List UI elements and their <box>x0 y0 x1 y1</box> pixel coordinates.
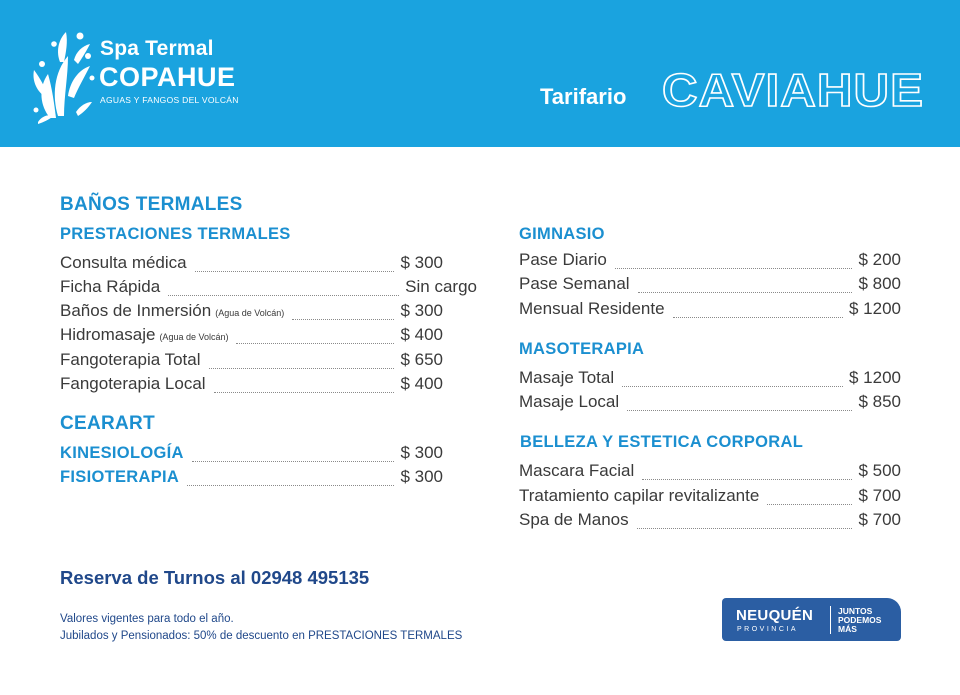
service-name: Fangoterapia Local <box>60 374 206 393</box>
price-row <box>519 486 901 510</box>
price-row <box>519 250 901 274</box>
header-banner <box>0 0 960 147</box>
leader-dots <box>187 485 394 486</box>
neuquen-name: NEUQUÉN <box>736 607 814 624</box>
service-name: Mascara Facial <box>519 461 635 480</box>
price-row <box>519 392 901 416</box>
service-name: Baños de Inmersión <box>60 301 212 320</box>
leader-dots <box>214 392 395 393</box>
service-name: Ficha Rápida <box>60 277 161 296</box>
service-price: $ 1200 <box>849 299 901 318</box>
leader-dots <box>615 268 853 269</box>
section-banos-termales: BAÑOS TERMALES <box>60 194 243 215</box>
service-name: Pase Semanal <box>519 274 630 293</box>
service-name: Fangoterapia Total <box>60 350 201 369</box>
price-row <box>60 277 477 301</box>
service-price: $ 300 <box>400 443 443 462</box>
section-belleza-estetica: BELLEZA Y ESTETICA CORPORAL <box>520 433 804 451</box>
neuquen-sub: PROVINCIA <box>737 626 799 633</box>
footer-note-discount: Jubilados y Pensionados: 50% de descuento en PRESTACIONES TERMALES <box>60 630 463 642</box>
leader-dots <box>292 319 394 320</box>
price-row <box>60 325 443 349</box>
service-price: $ 300 <box>400 301 443 320</box>
service-price: $ 400 <box>400 325 443 344</box>
service-price: $ 1200 <box>849 368 901 387</box>
service-price: $ 700 <box>858 486 901 505</box>
service-name: Masaje Total <box>519 368 615 387</box>
price-row <box>60 467 443 491</box>
service-price: Sin cargo <box>405 277 477 296</box>
leader-dots <box>195 271 395 272</box>
service-note: (Agua de Volcán) <box>159 332 229 342</box>
neuquen-province-logo <box>722 598 901 641</box>
leader-dots <box>767 504 852 505</box>
section-masoterapia: MASOTERAPIA <box>519 340 645 358</box>
service-name: KINESIOLOGÍA <box>60 444 184 462</box>
service-price: $ 300 <box>400 253 443 272</box>
service-name: Consulta médica <box>60 253 187 272</box>
leader-dots <box>168 295 399 296</box>
service-price: $ 700 <box>858 510 901 529</box>
price-row <box>519 274 901 298</box>
service-price: $ 200 <box>858 250 901 269</box>
reservation-phone: Reserva de Turnos al 02948 495135 <box>60 567 370 588</box>
brand-name-line2: COPAHUE <box>99 62 236 92</box>
section-prestaciones-termales: PRESTACIONES TERMALES <box>60 225 291 243</box>
price-row <box>519 368 901 392</box>
brand-tagline: AGUAS Y FANGOS DEL VOLCÁN <box>100 95 239 105</box>
location-name: CAVIAHUE <box>662 64 924 114</box>
price-row <box>60 301 443 325</box>
price-row <box>60 443 443 467</box>
service-price: $ 850 <box>858 392 901 411</box>
price-row <box>519 299 901 323</box>
leader-dots <box>642 479 852 480</box>
price-row <box>60 253 443 277</box>
service-note: (Agua de Volcán) <box>215 308 285 318</box>
section-cearart: CEARART <box>60 413 155 434</box>
service-name: Hidromasaje <box>60 325 156 344</box>
neuquen-slogan: JUNTOS PODEMOS MÁS <box>838 606 882 634</box>
service-price: $ 500 <box>858 461 901 480</box>
price-row <box>519 510 901 534</box>
service-name: Pase Diario <box>519 250 607 269</box>
service-price: $ 650 <box>400 350 443 369</box>
service-name: FISIOTERAPIA <box>60 468 180 486</box>
location-outline-title <box>662 62 926 114</box>
service-price: $ 800 <box>858 274 901 293</box>
leader-dots <box>622 386 843 387</box>
service-name: Mensual Residente <box>519 299 665 318</box>
footer-note-validity: Valores vigentes para todo el año. <box>60 613 234 625</box>
section-gimnasio: GIMNASIO <box>519 225 605 243</box>
service-price: $ 300 <box>400 467 443 486</box>
leader-dots <box>638 292 853 293</box>
leader-dots <box>673 317 843 318</box>
service-name: Masaje Local <box>519 392 620 411</box>
logo-divider <box>830 606 831 634</box>
tarifario-label: Tarifario <box>540 84 627 109</box>
price-row <box>60 374 443 398</box>
leader-dots <box>192 461 395 462</box>
service-name: Spa de Manos <box>519 510 629 529</box>
leader-dots <box>209 368 395 369</box>
brand-name-line1: Spa Termal <box>100 37 214 60</box>
spa-splash-logo-icon <box>30 26 96 126</box>
price-row <box>519 461 901 485</box>
leader-dots <box>236 343 394 344</box>
price-row <box>60 350 443 374</box>
leader-dots <box>627 410 852 411</box>
leader-dots <box>637 528 853 529</box>
service-name: Tratamiento capilar revitalizante <box>519 486 760 505</box>
service-price: $ 400 <box>400 374 443 393</box>
